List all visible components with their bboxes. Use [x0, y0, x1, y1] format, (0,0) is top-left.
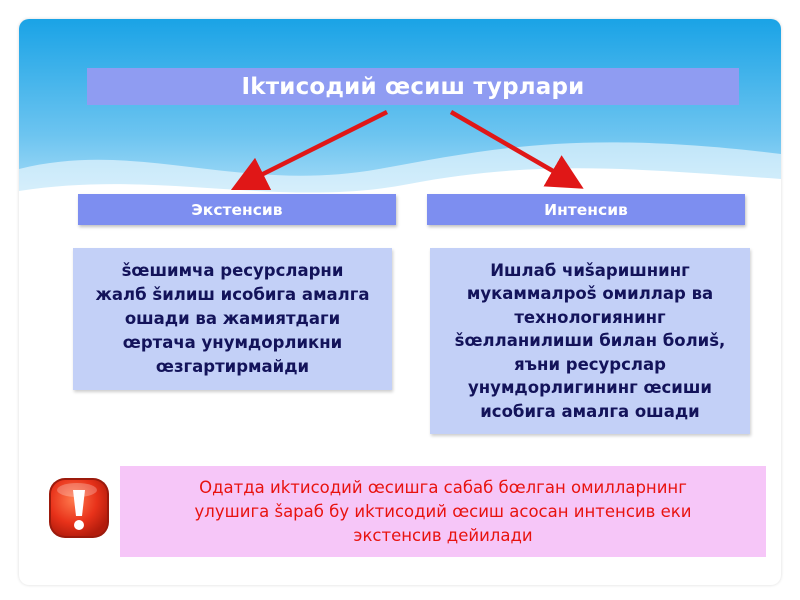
page-title: Ikтисодий œсиш турлари	[87, 68, 739, 105]
note-line: экстенсив дейилади	[353, 525, 533, 545]
desc-line: яъни ресурслар	[514, 354, 666, 374]
note-line: улушига šараб бу иkтисодий œсиш асосан интенсив еки	[194, 501, 692, 521]
desc-line: Ишлаб чиšаришнинг	[490, 260, 690, 280]
note-box	[120, 466, 766, 557]
heading-intensive: Интенсив	[427, 194, 745, 225]
desc-line: œртача унумдорликни	[122, 333, 343, 352]
desc-line: технологиянинг	[514, 307, 666, 327]
desc-line: ошади ва жамиятдаги	[124, 309, 341, 328]
slide	[19, 19, 781, 585]
desc-line: жалб šилиш исобига амалга	[95, 285, 370, 304]
description-extensive	[73, 248, 392, 390]
description-intensive	[430, 248, 750, 434]
desc-line: šœшимча ресурсларни	[121, 261, 344, 280]
desc-line: мукаммалроš омиллар ва	[466, 284, 714, 304]
desc-line: šœлланилиши билан болиš,	[454, 331, 726, 351]
desc-line: исобига амалга ошади	[480, 401, 700, 421]
desc-line: унумдорлигининг œсиши	[468, 378, 712, 398]
note-line: Одатда иkтисодий œсишга сабаб бœлган омилларнинг	[199, 477, 687, 497]
desc-line: œзгартирмайди	[155, 357, 310, 376]
exclamation-icon	[47, 476, 111, 540]
heading-extensive: Экстенсив	[78, 194, 396, 225]
